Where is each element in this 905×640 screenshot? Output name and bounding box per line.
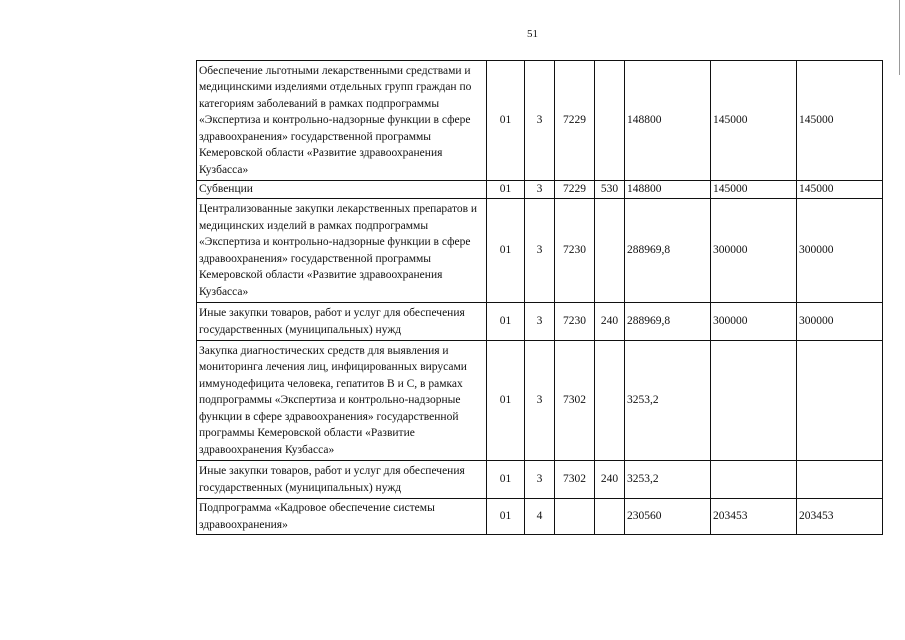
code-cell [555, 499, 595, 535]
row-name: Централизованные закупки лекарственных препаратов и медицинских изделий в рамках подпрограммы «Экспертиза и контрольно-надзорные функции в сфере здравоохранения» государственной программы Кемеровской области «Развитие здравоохранения Кузбасса» [197, 199, 487, 303]
row-name: Иные закупки товаров, работ и услуг для обеспечения государственных (муниципальных) нужд [197, 303, 487, 341]
code-cell: 01 [487, 303, 525, 341]
code-cell: 3 [525, 61, 555, 181]
code-cell: 7230 [555, 199, 595, 303]
code-cell: 01 [487, 61, 525, 181]
code-cell: 01 [487, 499, 525, 535]
code-cell [595, 199, 625, 303]
amount-cell: 148800 [625, 181, 711, 199]
code-cell: 4 [525, 499, 555, 535]
code-cell: 3 [525, 341, 555, 461]
code-cell: 7229 [555, 61, 595, 181]
amount-cell: 230560 [625, 499, 711, 535]
amount-cell: 145000 [711, 181, 797, 199]
table-row [197, 303, 883, 341]
code-cell: 01 [487, 181, 525, 199]
code-cell [595, 499, 625, 535]
code-cell: 3 [525, 303, 555, 341]
code-cell: 01 [487, 461, 525, 499]
code-cell: 530 [595, 181, 625, 199]
amount-cell: 300000 [711, 199, 797, 303]
table-row [197, 341, 883, 461]
amount-cell: 3253,2 [625, 341, 711, 461]
amount-cell: 145000 [797, 181, 883, 199]
code-cell [595, 341, 625, 461]
code-cell: 240 [595, 461, 625, 499]
code-cell: 01 [487, 341, 525, 461]
code-cell: 7229 [555, 181, 595, 199]
amount-cell: 300000 [797, 199, 883, 303]
amount-cell [797, 341, 883, 461]
amount-cell: 288969,8 [625, 199, 711, 303]
amount-cell: 288969,8 [625, 303, 711, 341]
table-row [197, 199, 883, 303]
amount-cell: 148800 [625, 61, 711, 181]
code-cell: 3 [525, 199, 555, 303]
amount-cell [711, 341, 797, 461]
amount-cell: 300000 [711, 303, 797, 341]
amount-cell: 300000 [797, 303, 883, 341]
amount-cell: 203453 [711, 499, 797, 535]
code-cell: 3 [525, 461, 555, 499]
amount-cell [711, 461, 797, 499]
table-row [197, 499, 883, 535]
row-name: Субвенции [197, 181, 487, 199]
code-cell: 240 [595, 303, 625, 341]
table-row [197, 61, 883, 181]
code-cell: 7302 [555, 341, 595, 461]
page-edge-line [899, 0, 900, 75]
amount-cell: 203453 [797, 499, 883, 535]
row-name: Подпрограмма «Кадровое обеспечение системы здравоохранения» [197, 499, 487, 535]
amount-cell: 145000 [797, 61, 883, 181]
row-name: Обеспечение льготными лекарственными средствами и медицинскими изделиями отдельных групп граждан по категориям заболеваний в рамках подпрограммы «Экспертиза и контрольно-надзорные функции в сфере здравоохранения» государственной программы Кемеровской области «Развитие здравоохранения Кузбасса» [197, 61, 487, 181]
amount-cell: 145000 [711, 61, 797, 181]
row-name: Иные закупки товаров, работ и услуг для обеспечения государственных (муниципальных) нужд [197, 461, 487, 499]
code-cell: 3 [525, 181, 555, 199]
amount-cell: 3253,2 [625, 461, 711, 499]
budget-table [196, 60, 883, 535]
code-cell: 01 [487, 199, 525, 303]
table-row [197, 461, 883, 499]
table-row [197, 181, 883, 199]
amount-cell [797, 461, 883, 499]
code-cell: 7302 [555, 461, 595, 499]
code-cell [595, 61, 625, 181]
code-cell: 7230 [555, 303, 595, 341]
row-name: Закупка диагностических средств для выявления и мониторинга лечения лиц, инфицированных вирусами иммунодефицита человека, гепатитов В и С, в рамках подпрограммы «Экспертиза и контрольно-надзорные функции в сфере здравоохранения» государственной программы Кемеровской области «Развитие здравоохранения Кузбасса» [197, 341, 487, 461]
page-number: 51 [527, 28, 538, 40]
